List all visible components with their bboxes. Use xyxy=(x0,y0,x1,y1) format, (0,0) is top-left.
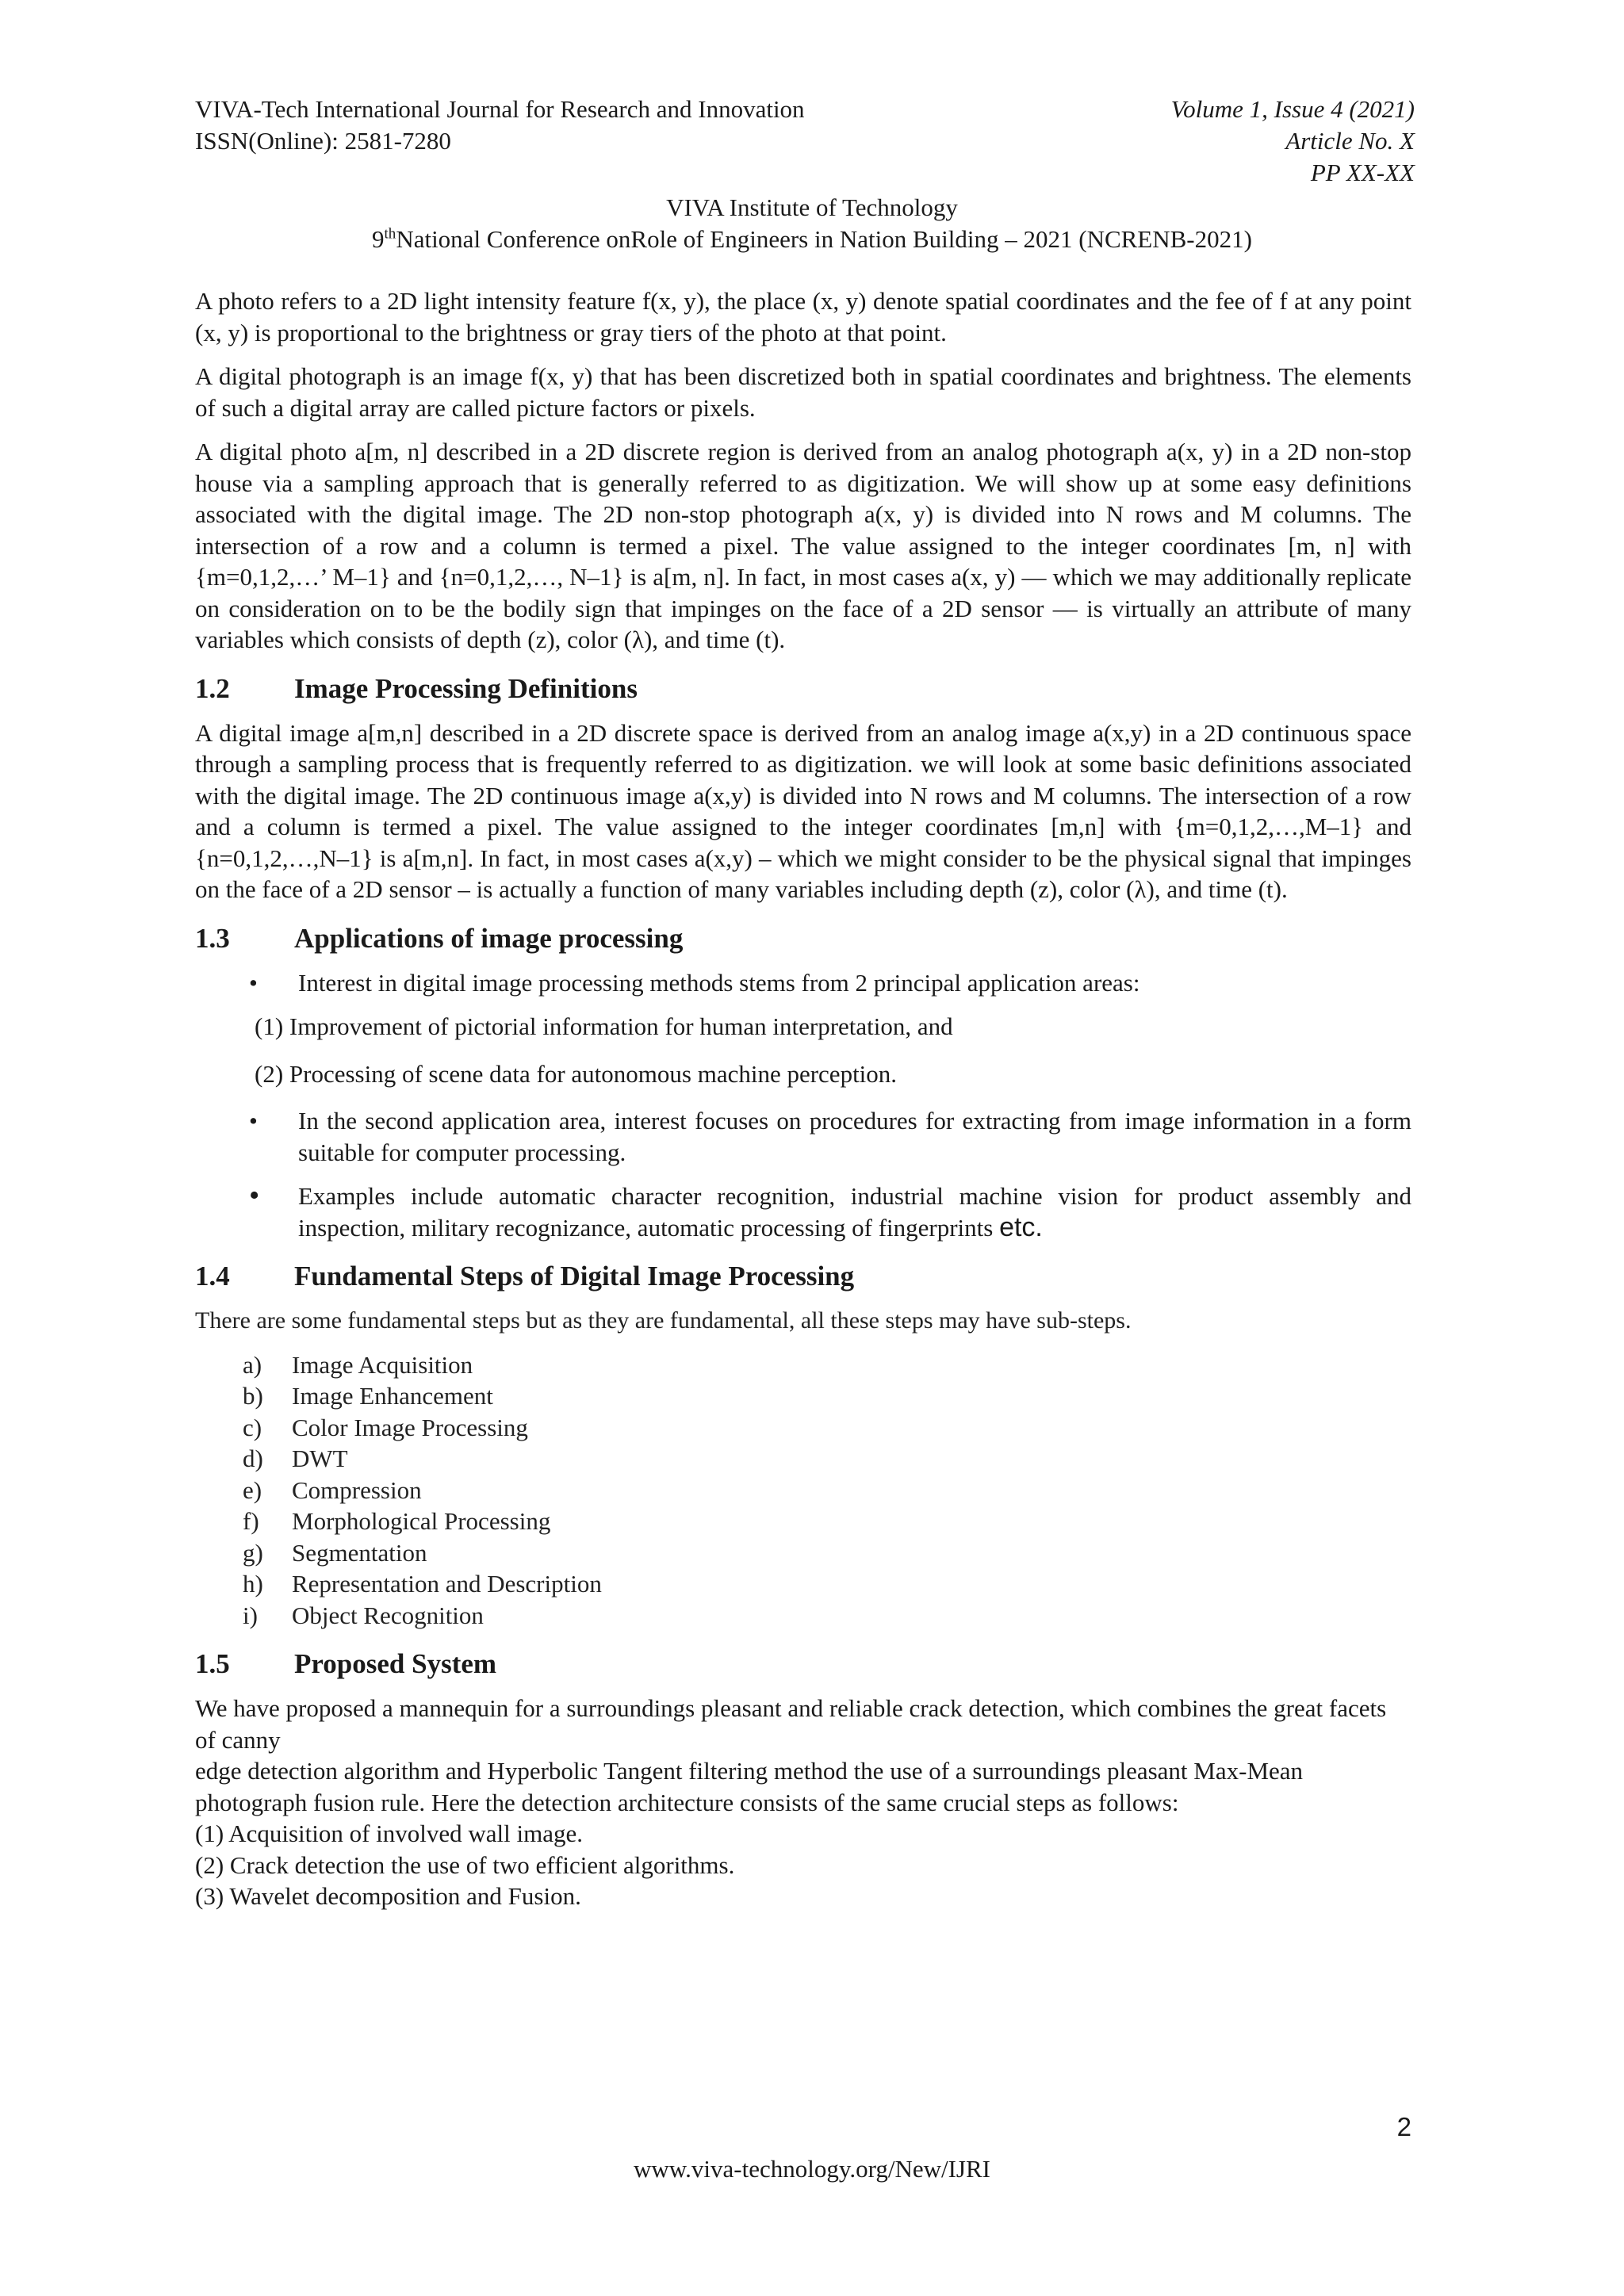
list-item: f) Morphological Processing xyxy=(243,1507,551,1535)
header-left xyxy=(195,94,805,157)
paragraph: A digital image a[m,n] described in a 2D discrete space is derived from an analog image a(x,y) in a 2D continuous space through a sampling process that is frequently referred to as digitization. we will look at some basic definitions associated with the digital image. The 2D continuous image a(x,y) is divided into N rows and M columns. The intersection of a row and a column is termed a pixel. The value assigned to the integer coordinates [m,n] with {m=0,1,2,…,M–1} and {n=0,1,2,…,N–1} is a[m,n]. In fact, in most cases a(x,y) – which we might consider to be the physical signal that impinges on the face of a 2D sensor – is actually a function of many variables including depth (z), color (λ), and time (t). xyxy=(195,718,1411,903)
page-number: 2 xyxy=(1396,2112,1411,2141)
list-item: c) Color Image Processing xyxy=(243,1413,528,1441)
text-line: We have proposed a mannequin for a surroundings pleasant and reliable crack detection, which combines the great facets of canny xyxy=(195,1694,1387,1754)
list-item: h) Representation and Description xyxy=(243,1570,602,1598)
list-item: e) Compression xyxy=(243,1475,422,1504)
bullet-icon: • xyxy=(249,1179,260,1212)
list-item: b) Image Enhancement xyxy=(243,1382,493,1410)
bullet-item: • Interest in digital image processing methods stems from 2 principal application areas: xyxy=(195,967,1411,999)
section-heading-1-5: 1.5 Proposed System xyxy=(195,1648,497,1679)
text-line: edge detection algorithm and Hyperbolic Tangent filtering method the use of a surroundings pleasant Max-Mean photograph fusion rule. Here the detection architecture consists of the same crucial steps as follows: xyxy=(195,1757,1304,1816)
header-center xyxy=(0,192,1624,255)
article-number: Article No. X xyxy=(1285,127,1415,155)
institute-name: VIVA Institute of Technology xyxy=(666,193,958,221)
bullet-icon: • xyxy=(249,1107,258,1135)
steps-list xyxy=(195,1349,1411,1632)
bullet-icon: • xyxy=(249,968,258,997)
paragraph: A digital photo a[m, n] described in a 2D discrete region is derived from an analog photograph a(x, y) in a 2D non-stop house via a sampling approach that is generally referred to as digitization. We will show up at some easy definitions associated with the digital image. The 2D non-stop photograph a(x, y) is divided into N rows and M columns. The intersection of a row and a column is termed a pixel. The value assigned to the integer coordinates [m, n] with {m=0,1,2,…’ M–1} and {n=0,1,2,…, N–1} is a[m, n]. In fact, in most cases a(x, y) — which we may additionally replicate on consideration on to be the bodily sign that impinges on the face of a 2D sensor — is virtually an attribute of many variables which consists of depth (z), color (λ), and time (t). xyxy=(195,438,1411,653)
section-heading-1-3: 1.3 Applications of image processing xyxy=(195,922,684,954)
paragraph: There are some fundamental steps but as they are fundamental, all these steps may have sub-steps. xyxy=(195,1307,1132,1334)
body-text xyxy=(195,285,1411,1912)
conference-name: 9thNational Conference onRole of Engineers in Nation Building – 2021 (NCRENB-2021) xyxy=(372,225,1252,253)
bullet-item: • In the second application area, interest focuses on procedures for extracting from image information in a form suitable for computer processing. xyxy=(249,1107,1411,1166)
footer-url: www.viva-technology.org/New/IJRI xyxy=(634,2155,990,2183)
list-item: i) Object Recognition xyxy=(243,1601,484,1629)
header-right xyxy=(1171,94,1415,189)
issn: ISSN(Online): 2581-7280 xyxy=(195,127,451,155)
section-heading-1-4: 1.4 Fundamental Steps of Digital Image Processing xyxy=(195,1261,855,1292)
sub-item: (1) Improvement of pictorial information for human interpretation, and xyxy=(255,1012,953,1040)
list-item: d) DWT xyxy=(243,1445,348,1472)
paragraph: A digital photograph is an image f(x, y) that has been discretized both in spatial coordinates and brightness. The elements of such a digital array are called picture factors or pixels. xyxy=(195,362,1411,422)
list-item: g) Segmentation xyxy=(243,1538,427,1567)
journal-name: VIVA-Tech International Journal for Research and Innovation xyxy=(195,95,805,123)
text-line: (2) Crack detection the use of two efficient algorithms. xyxy=(195,1850,735,1879)
list-item: a) Image Acquisition xyxy=(243,1350,473,1379)
page-range: PP XX-XX xyxy=(1310,159,1415,186)
bullet-item: • Examples include automatic character recognition, industrial machine vision for product assembly and inspection, military recognizance, automatic processing of fingerprints etc. xyxy=(249,1179,1411,1242)
volume-issue: Volume 1, Issue 4 (2021) xyxy=(1170,95,1415,123)
section-heading-1-2: 1.2 Image Processing Definitions xyxy=(195,672,638,704)
text-line: (3) Wavelet decomposition and Fusion. xyxy=(195,1882,581,1910)
text-line: (1) Acquisition of involved wall image. xyxy=(195,1820,584,1847)
paragraph: A photo refers to a 2D light intensity feature f(x, y), the place (x, y) denote spatial coordinates and the fee of f at any point (x, y) is proportional to the brightness or gray tiers of the photo at that point. xyxy=(195,287,1411,346)
sub-item: (2) Processing of scene data for autonomous machine perception. xyxy=(255,1059,898,1088)
